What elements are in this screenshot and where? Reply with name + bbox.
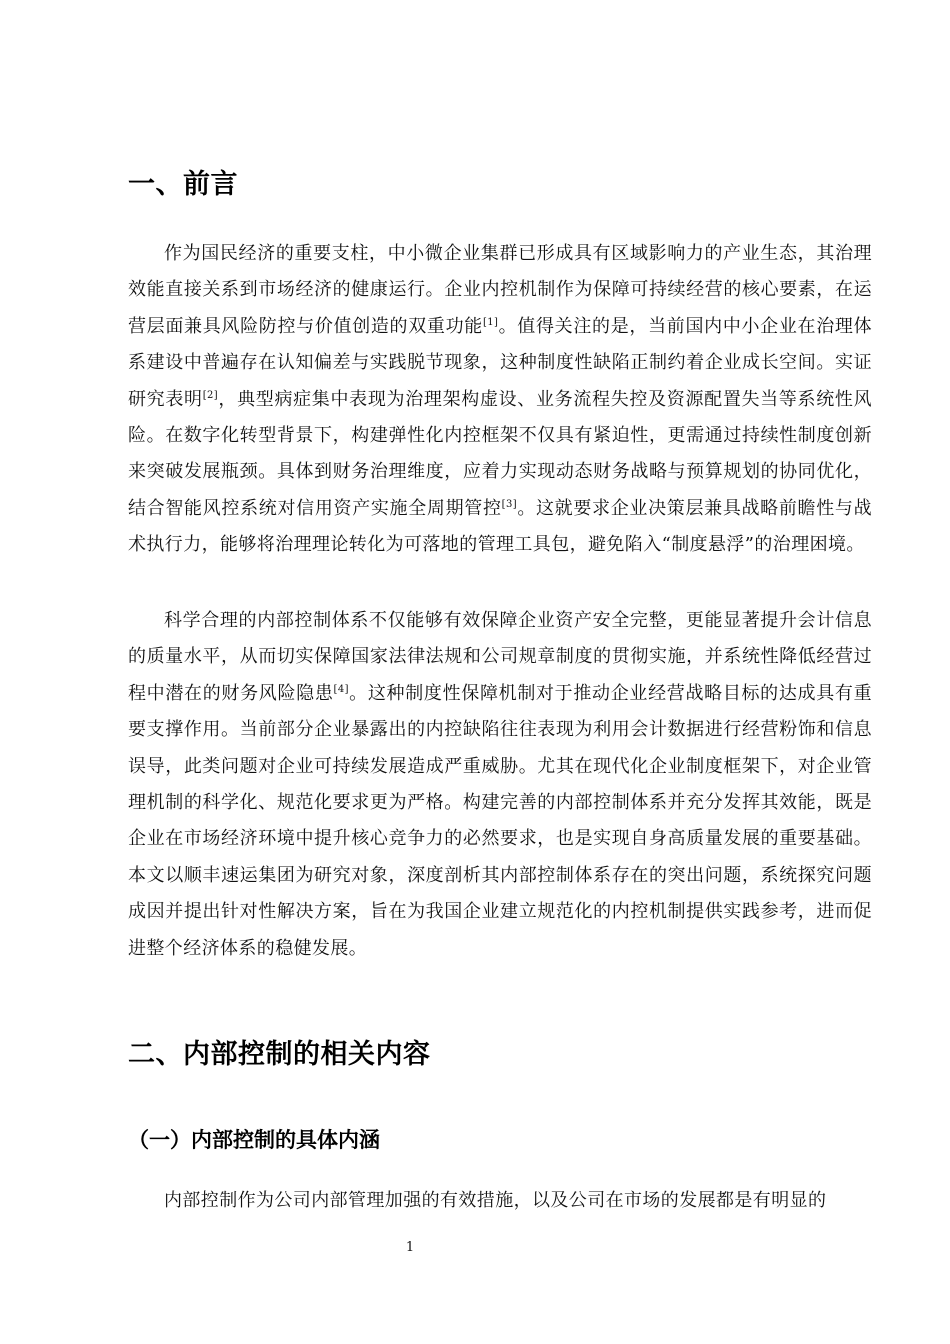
connotation-paragraph-1 [128,1183,872,1219]
paragraph-text: ，典型病症集中表现为治理架构虚设、业务流程失控及资源配置失当等系统性风险。在数字化转型背景下，构建弹性化内控框架不仅具有紧迫性，更需通过持续性制度创新来突破发展瓶颈。具体到财务治理维度，应着力实现动态财务战略与预算规划的协同优化，结合智能风控系统对信用资产实施全周期管控 [128,388,872,519]
citation-ref-2[interactable]: [2] [202,389,219,401]
paragraph-text: 。这就要求企业决策层兼具战略前瞻性与战术执行力，能够将治理理论转化为可落地的管理工具包，避免陷入“制度悬浮”的治理困境。 [128,497,872,556]
paragraph-text: 作为国民经济的重要支柱，中小微企业集群已形成具有区域影响力的产业生态，其治理效能直接关系到市场经济的健康运行。企业内控机制作为保障可持续经营的核心要素，在运营层面兼具风险防控与价值创造的双重功能 [128,243,872,337]
citation-ref-3[interactable]: [3] [501,498,518,510]
paragraph-text: 科学合理的内部控制体系不仅能够有效保障企业资产安全完整，更能显著提升会计信息的质量水平，从而切实保障国家法律法规和公司规章制度的贯彻实施，并系统性降低经营过程中潜在的财务风险隐患 [128,610,872,704]
paragraph-text: 。值得关注的是，当前国内中小企业在治理体系建设中普遍存在认知偏差与实践脱节现象，这种制度性缺陷正制约着企业成长空间。实证研究表明 [128,315,872,410]
section-heading-preface: 一、前言 [128,169,238,200]
paragraph-text: 内部控制作为公司内部管理加强的有效措施，以及公司在市场的发展都是有明显的 [164,1190,827,1211]
citation-ref-1[interactable]: [1] [482,316,499,328]
preface-paragraph-1 [128,236,872,564]
citation-ref-4[interactable]: [4] [333,683,349,695]
page-number: 1 [405,1240,415,1255]
subsection-heading-connotation: （一）内部控制的具体内涵 [128,1128,380,1152]
paragraph-text: 。这种制度性保障机制对于推动企业经营战略目标的达成具有重要支撑作用。当前部分企业暴露出的内控缺陷往往表现为利用会计数据进行经营粉饰和信息误导，此类问题对企业可持续发展造成严重威胁。尤其在现代化企业制度框架下，对企业管理机制的科学化、规范化要求更为严格。构建完善的内部控制体系并充分发挥其效能，既是企业在市场经济环境中提升核心竞争力的必然要求，也是实现自身高质量发展的重要基础。本文以顺丰速运集团为研究对象，深度剖析其内部控制体系存在的突出问题，系统探究问题成因并提出针对性解决方案，旨在为我国企业建立规范化的内控机制提供实践参考，进而促进整个经济体系的稳健发展。 [128,682,872,959]
preface-paragraph-2 [128,603,872,967]
section-heading-internal-control: 二、内部控制的相关内容 [128,1039,431,1070]
